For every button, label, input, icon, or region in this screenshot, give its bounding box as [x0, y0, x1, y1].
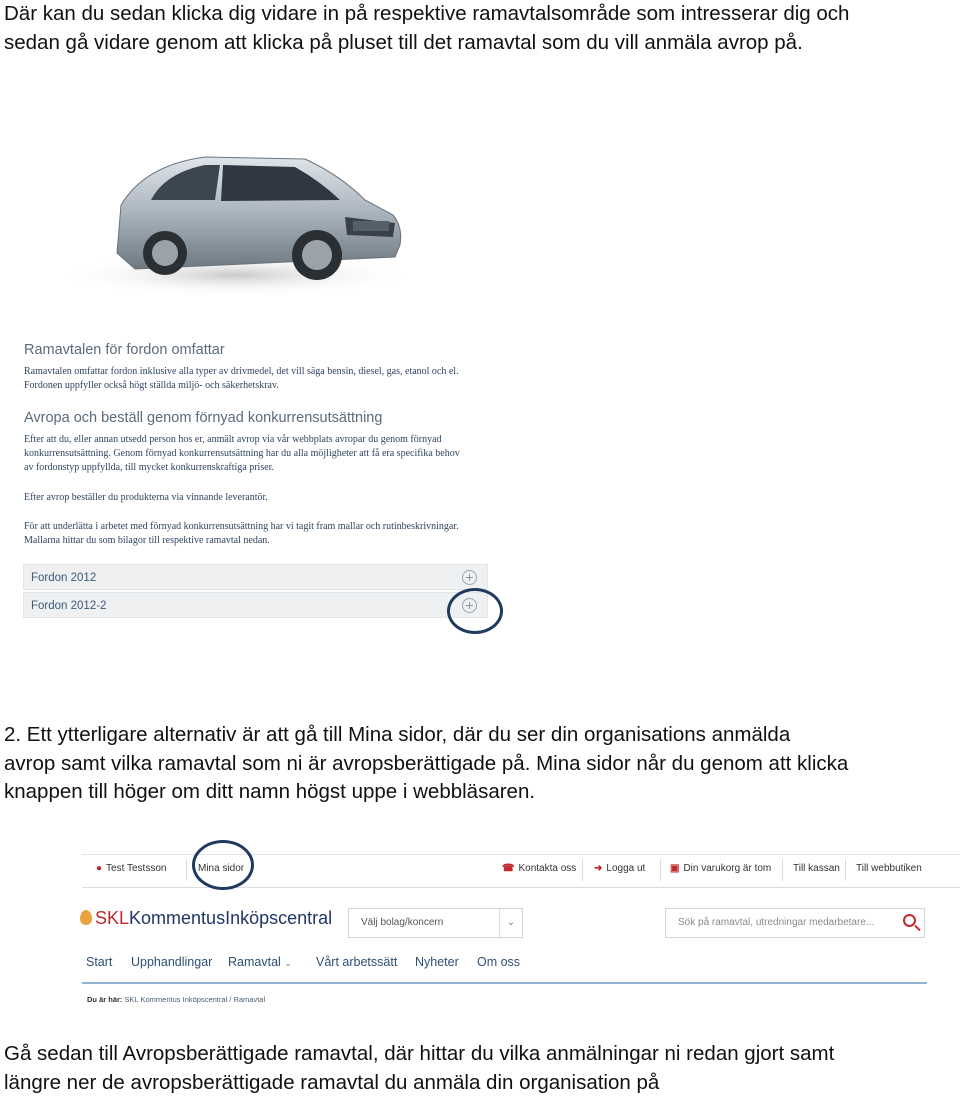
user-menu[interactable]: [96, 863, 166, 874]
breadcrumb-label: Du är här:: [87, 995, 123, 1004]
ramavtal-row-label: Fordon 2012-2: [31, 600, 107, 612]
user-icon: ●: [96, 863, 103, 874]
nav-vart-arbetssatt[interactable]: Vårt arbetssätt: [316, 955, 398, 969]
divider: [186, 859, 187, 881]
kassan-link[interactable]: Till kassan: [793, 863, 840, 874]
closing-paragraph: Gå sedan till Avropsberättigade ramavtal, där hittar du vilka anmälningar ni redan gjort samt längre ner de avropsberättigade ramavtal du anmäla din organisation på: [4, 1042, 835, 1094]
search-placeholder: Sök på ramavtal, utredningar medarbetare...: [678, 917, 875, 928]
varukorg-label: Din varukorg är tom: [683, 863, 772, 874]
bestall-text: Efter avrop beställer du produkterna via vinnande leverantör.: [24, 492, 268, 503]
mina-sidor-link[interactable]: Mina sidor: [198, 863, 245, 874]
avropa-heading: Avropa och beställ genom förnyad konkurrensutsättning: [24, 410, 383, 426]
company-select[interactable]: [348, 908, 523, 938]
ramavtal-heading: Ramavtalen för fordon omfattar: [24, 342, 225, 358]
search-input[interactable]: [665, 908, 925, 938]
basket-icon: ▣: [670, 863, 680, 874]
logo-skl: SKL: [95, 908, 130, 928]
kontakta-label: Kontakta oss: [518, 863, 577, 874]
kontakta-link[interactable]: [502, 863, 576, 874]
user-name: Test Testsson: [106, 863, 167, 874]
breadcrumb-path[interactable]: SKL Kommentus Inköpscentral / Ramavtal: [124, 995, 266, 1004]
logout-icon: ➜: [594, 863, 603, 874]
divider: [782, 859, 783, 881]
nav-om-oss[interactable]: Om oss: [477, 955, 521, 969]
ramavtal-text: Ramavtalen omfattar fordon inklusive alla typer av drivmedel, det vill säga bensin, diesel, gas, etanol och el. Fordonen uppfyller också högt ställda miljö- och säkerhetskrav.: [24, 366, 459, 391]
divider: [845, 859, 846, 881]
logga-ut-link[interactable]: [594, 863, 645, 874]
ramavtal-row[interactable]: [23, 592, 488, 618]
chevron-down-icon: ⌄: [499, 909, 522, 937]
webbutiken-link[interactable]: Till webbutiken: [856, 863, 922, 874]
ramavtal-row-label: Fordon 2012: [31, 572, 97, 584]
breadcrumb: [87, 995, 265, 1004]
intro-paragraph: Där kan du sedan klicka dig vidare in på respektive ramavtalsområde som intresserar dig och sedan gå vidare genom att klicka på pluset till det ramavtal som du vill anmäla avrop på.: [4, 2, 850, 54]
car-image: [55, 145, 425, 305]
nav-start[interactable]: Start: [86, 955, 113, 969]
ramavtal-screenshot: [20, 335, 490, 635]
step-2-paragraph: 2. Ett ytterligare alternativ är att gå till Mina sidor, där du ser din organisations anmälda avrop samt vilka ramavtal som ni är avropsberättigade på. Mina sidor når du genom att klicka knappen till höger om ditt namn högst uppe i webbläsaren.: [4, 723, 849, 803]
heart-logo-icon: [80, 910, 92, 925]
nav-upphandlingar[interactable]: Upphandlingar: [131, 955, 213, 969]
header-screenshot: [20, 840, 960, 1015]
brand-logo[interactable]: [80, 908, 332, 929]
varukorg-link[interactable]: [670, 863, 771, 874]
mallar-text: För att underlätta i arbetet med förnyad konkurrensutsättning har vi tagit fram mallar och rutinbeskrivningar. Mallarna hittar du som bilagor till respektive ramavtal nedan.: [24, 521, 459, 546]
chevron-down-icon: ⌄: [284, 958, 292, 968]
highlight-circle: [192, 840, 254, 890]
nav-ramavtal-label: Ramavtal: [228, 955, 281, 969]
divider: [660, 859, 661, 881]
nav-underline: [82, 982, 927, 984]
company-select-value: Välj bolag/koncern: [361, 917, 444, 928]
highlight-circle: [447, 588, 503, 634]
nav-nyheter[interactable]: Nyheter: [415, 955, 459, 969]
phone-icon: ☎: [502, 863, 515, 874]
logga-ut-label: Logga ut: [606, 863, 646, 874]
plus-icon[interactable]: [462, 570, 477, 585]
avropa-text: Efter att du, eller annan utsedd person hos er, anmält avrop via vår webbplats avropar du genom förnyad konkurrensutsättning. Genom förnyad konkurrensutsättning har du alla möjligheter att få era specifika behov av fordonstyp uppfyllda, till mycket konkurrenskraftiga priser.: [24, 434, 460, 473]
divider: [582, 859, 583, 881]
logo-name: KommentusInköpscentral: [129, 908, 333, 928]
nav-ramavtal[interactable]: [228, 955, 292, 969]
search-icon[interactable]: [903, 914, 916, 927]
ramavtal-row[interactable]: [23, 564, 488, 590]
